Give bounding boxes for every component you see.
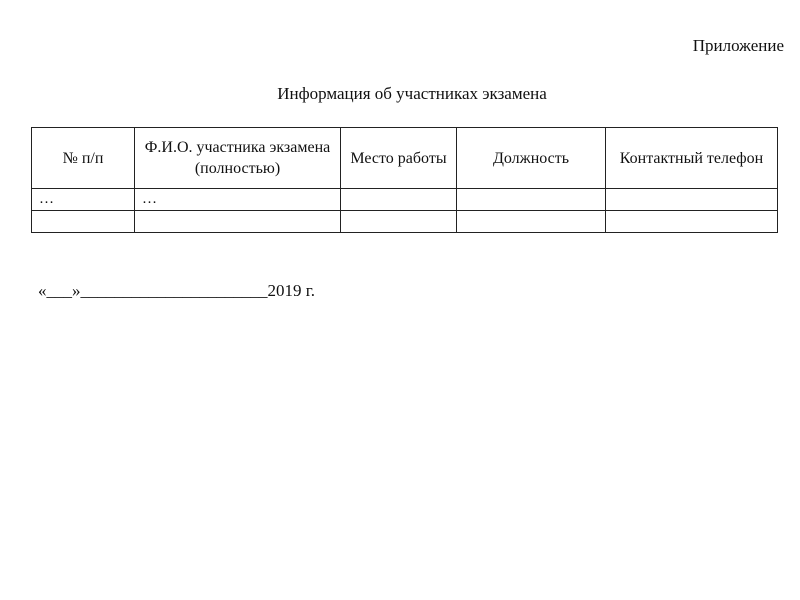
table-row (32, 211, 778, 233)
document-title: Информация об участниках экзамена (277, 84, 547, 103)
header-number: № п/п (32, 128, 135, 189)
date-line: «___»______________________2019 г. (38, 281, 316, 300)
header-position: Должность (457, 128, 606, 189)
header-phone: Контактный телефон (606, 128, 778, 189)
table-cell (606, 189, 778, 211)
table-cell: … (135, 189, 341, 211)
table-cell (341, 189, 457, 211)
table-cell (32, 211, 135, 233)
header-full-name: Ф.И.О. участника экзамена (полностью) (135, 128, 341, 189)
table-cell (457, 211, 606, 233)
header-workplace: Место работы (341, 128, 457, 189)
participants-table (31, 127, 778, 233)
table-header-row (32, 128, 778, 189)
table-cell (341, 211, 457, 233)
table-cell: … (32, 189, 135, 211)
table-row (32, 189, 778, 211)
table-cell (606, 211, 778, 233)
table-cell (457, 189, 606, 211)
appendix-label: Приложение (692, 36, 784, 55)
table-cell (135, 211, 341, 233)
